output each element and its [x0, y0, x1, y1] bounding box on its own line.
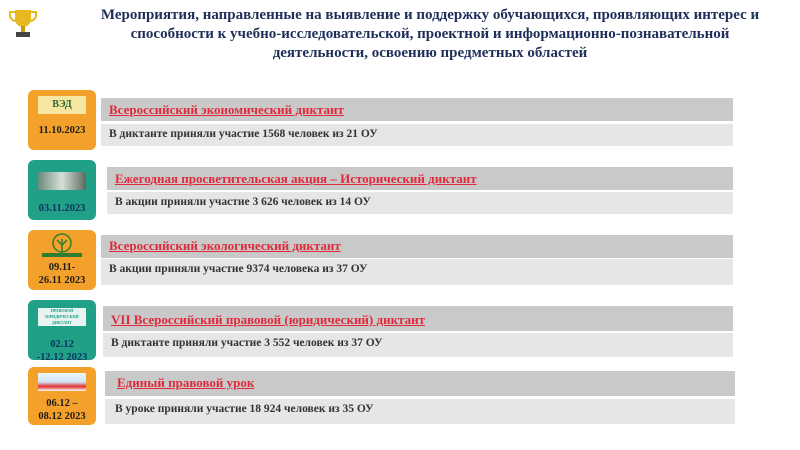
- event-card-date: ВЭД 11.10.2023: [28, 90, 96, 150]
- legal-lesson-logo-icon: [38, 373, 86, 391]
- event-card-date: 09.11-26.11 2023: [28, 230, 96, 290]
- event-card-date: 06.12 – 08.12 2023: [28, 367, 96, 425]
- event-title[interactable]: Всероссийский экологический диктант: [101, 235, 733, 258]
- history-logo-icon: [38, 172, 86, 190]
- legal-dictation-logo-icon: ПРАВОВОЙ ЮРИДИЧЕСКИЙ ДИКТАНТ: [38, 308, 86, 326]
- event-result: В акции приняли участие 9374 человека из 37 ОУ: [101, 259, 733, 285]
- page-title: Мероприятия, направленные на выявление и поддержку обучающихся, проявляющих интерес и способности к учебно-исследовательской, проектной и информационно-познавательной деятельности, освоению предметных областей: [100, 7, 760, 61]
- ved-logo-icon: ВЭД: [38, 96, 86, 114]
- event-card-date: 03.11.2023: [28, 160, 96, 220]
- event-title[interactable]: Единый правовой урок: [105, 371, 735, 396]
- event-result: В диктанте приняли участие 3 552 человек из 37 ОУ: [103, 333, 733, 357]
- trophy-icon: [6, 6, 40, 40]
- event-result: В уроке приняли участие 18 924 человек из 35 ОУ: [105, 399, 735, 424]
- event-result: В диктанте приняли участие 1568 человек из 21 ОУ: [101, 124, 733, 146]
- event-title[interactable]: VII Всероссийский правовой (юридический) диктант: [103, 306, 733, 331]
- event-title[interactable]: Ежегодная просветительская акция – Исторический диктант: [107, 167, 733, 190]
- event-result: В акции приняли участие 3 626 человек из 14 ОУ: [107, 192, 733, 214]
- eco-tree-logo-icon: [38, 233, 86, 257]
- event-title[interactable]: Всероссийский экономический диктант: [101, 98, 733, 121]
- event-card-date: ПРАВОВОЙ ЮРИДИЧЕСКИЙ ДИКТАНТ 02.12 -12.12 2023: [28, 300, 96, 360]
